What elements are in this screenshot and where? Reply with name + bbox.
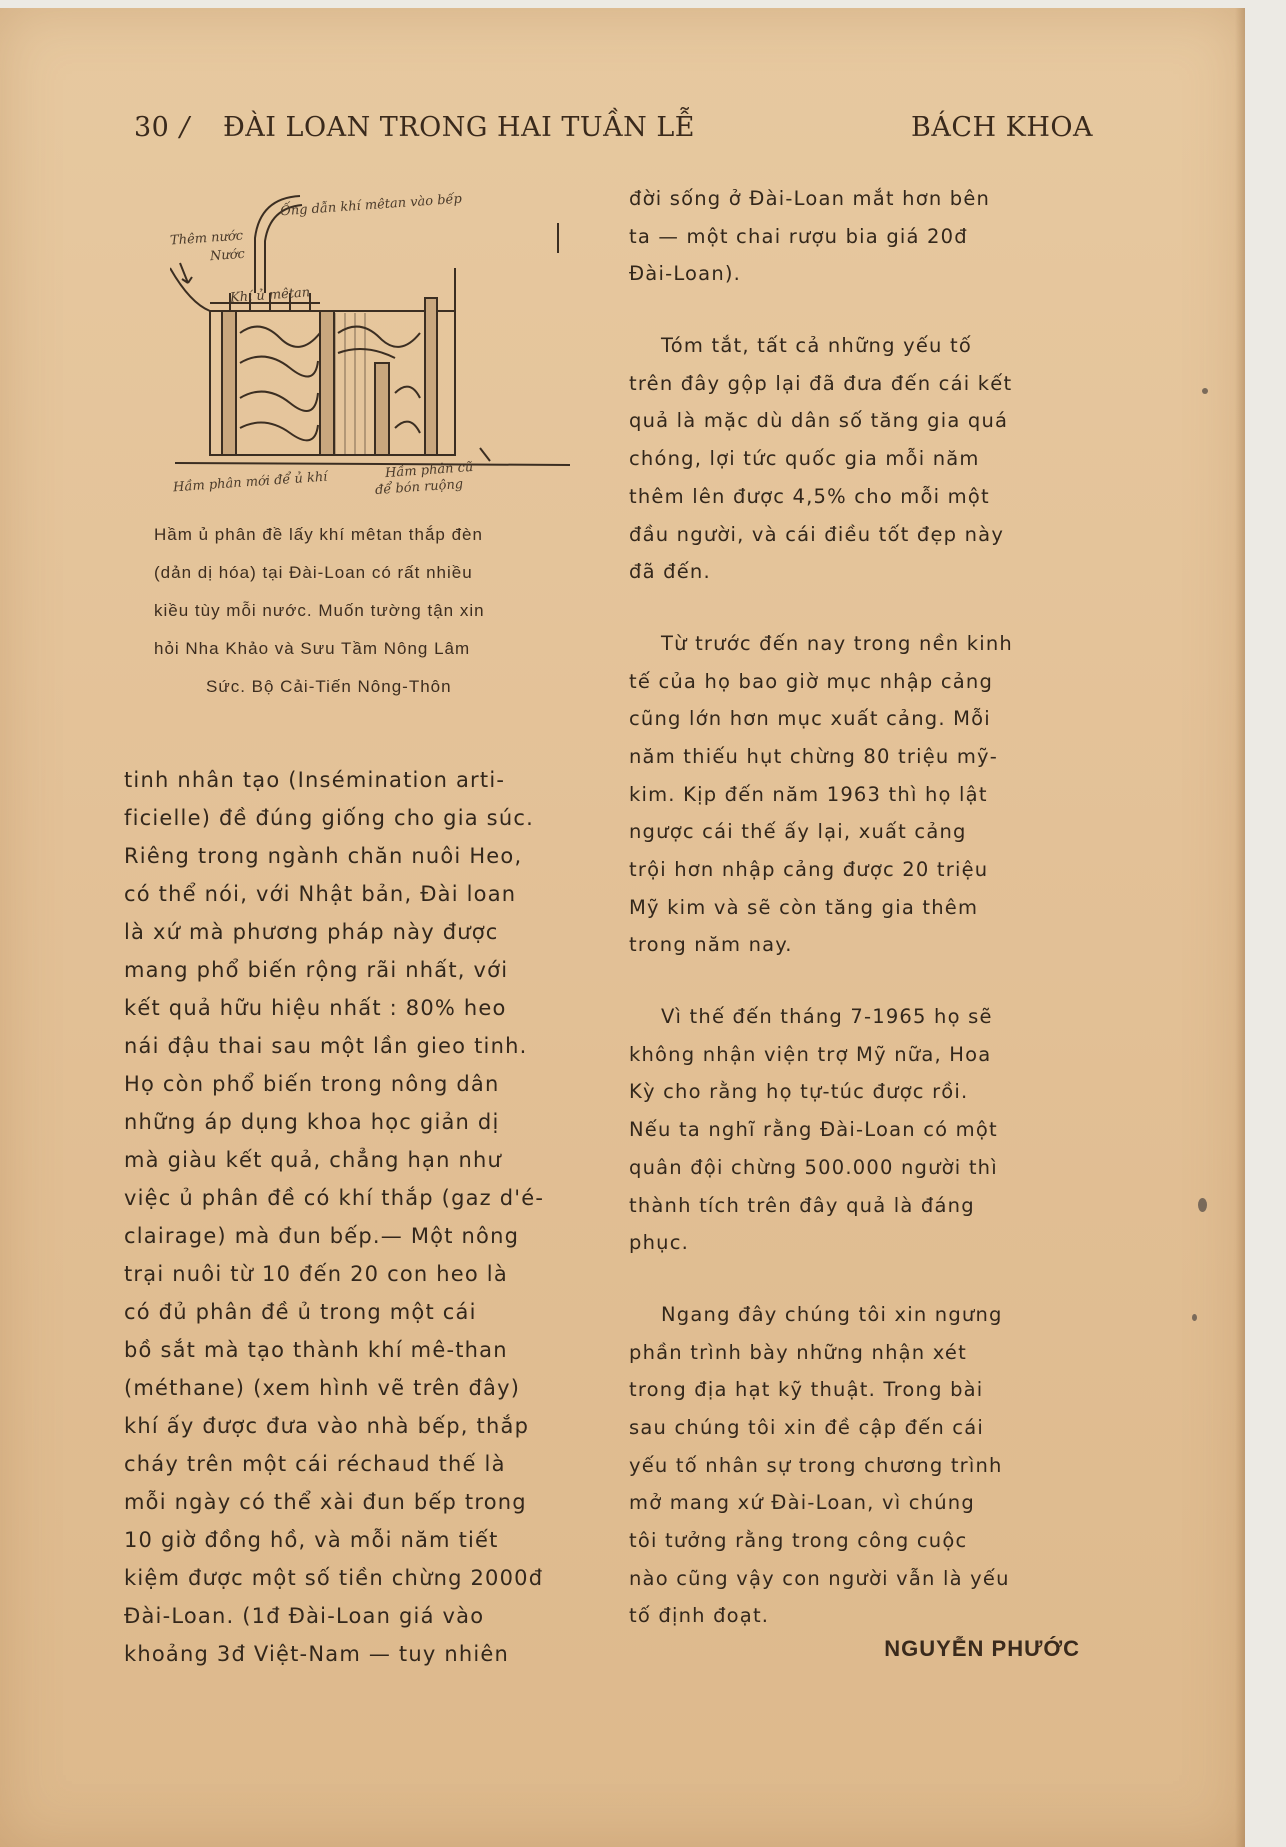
text-line: việc ủ phân đề có khí thắp (gaz d'é- (124, 1186, 545, 1210)
text-line: trong địa hạt kỹ thuật. Trong bài (629, 1378, 984, 1402)
caption-line: kiều tùy mỗi nước. Muốn tường tận xin (154, 601, 485, 620)
text-line: trong năm nay. (629, 933, 793, 957)
text-line: nào cũng vậy con người vẫn là yếu (629, 1566, 1010, 1590)
text-line: Tóm tắt, tất cả những yếu tố (661, 334, 972, 358)
text-line: cũng lớn hơn mục xuất cảng. Mỗi (629, 707, 991, 731)
text-line: không nhận viện trợ Mỹ nữa, Hoa (629, 1042, 992, 1066)
text-line: tinh nhân tạo (Insémination arti- (124, 768, 506, 792)
paragraph (629, 180, 1091, 293)
text-line: Đài-Loan). (629, 262, 742, 286)
article-title: ĐÀI LOAN TRONG HAI TUẦN LỄ (223, 112, 695, 143)
text-line: Ngang đây chúng tôi xin ngưng (661, 1302, 1003, 1326)
text-line: thêm lên được 4,5% cho mỗi một (629, 484, 990, 508)
text-line: tế của họ bao giờ mục nhập cảng (629, 669, 994, 693)
text-line: năm thiếu hụt chừng 80 triệu mỹ- (629, 744, 999, 768)
text-line: có thể nói, với Nhật bản, Đài loan (124, 882, 517, 906)
text-line: sau chúng tôi xin đề cập đến cái (629, 1415, 984, 1439)
text-line: Kỳ cho rằng họ tự-túc được rồi. (629, 1080, 969, 1104)
caption-line: hỏi Nha Khảo và Sưu Tầm Nông Lâm (154, 639, 471, 658)
paper-speck (1198, 1198, 1207, 1212)
text-line: quả là mặc dù dân số tăng gia quá (629, 409, 1009, 433)
header-separator: / (180, 112, 190, 143)
caption-line: Hầm ủ phân đề lấy khí mêtan thắp đèn (154, 525, 483, 544)
left-column (124, 761, 594, 1673)
text-line: tôi tưởng rằng trong công cuộc (629, 1529, 968, 1552)
magazine-name: BÁCH KHOA (911, 112, 1093, 143)
page-number: 30 (134, 112, 170, 143)
text-line: mỗi ngày có thể xài đun bếp trong (124, 1490, 527, 1514)
water-add-label: Thêm nước (169, 228, 244, 249)
text-line: thành tích trên đây quả là đáng (629, 1193, 975, 1217)
text-line: bồ sắt mà tạo thành khí mê-than (124, 1338, 508, 1362)
text-line: Mỹ kim và sẽ còn tăng gia thêm (629, 895, 979, 919)
text-line: cháy trên một cái réchaud thế là (124, 1452, 506, 1476)
text-line: Từ trước đến nay trong nền kinh (661, 631, 1013, 655)
biogas-pit-illustration (170, 193, 590, 503)
text-line: là xứ mà phương pháp này được (124, 920, 499, 944)
text-line: mà giàu kết quả, chẳng hạn như (124, 1148, 502, 1172)
text-line: đã đến. (629, 560, 711, 584)
text-line: ta — một chai rượu bia giá 20đ (629, 224, 968, 248)
right-column (629, 180, 1091, 1635)
text-line: nái đậu thai sau một lần gieo tinh. (124, 1034, 528, 1058)
text-line: kim. Kịp đến năm 1963 thì họ lật (629, 782, 988, 806)
paragraph (629, 327, 1091, 591)
text-line: mở mang xứ Đài-Loan, vì chúng (629, 1491, 975, 1515)
caption-line: (dản dị hóa) tại Đài-Loan có rất nhiều (154, 563, 473, 582)
paper-speck (1192, 1314, 1197, 1321)
paper-speck (1202, 388, 1208, 394)
text-line: chóng, lợi tức quốc gia mỗi năm (629, 447, 980, 471)
text-line: 10 giờ đồng hồ, và mỗi năm tiết (124, 1528, 499, 1552)
text-line: đầu người, và cái điều tốt đẹp này (629, 522, 1005, 546)
text-line: trên đây gộp lại đã đưa đến cái kết (629, 371, 1013, 395)
text-line: Họ còn phổ biến trong nông dân (124, 1072, 500, 1096)
text-line: kiệm được một số tiền chừng 2000đ (124, 1566, 544, 1590)
text-line: trại nuôi từ 10 đến 20 con heo là (124, 1262, 508, 1286)
water-label: Nước (209, 246, 246, 265)
paragraph (629, 998, 1091, 1262)
text-line: Đài-Loan. (1đ Đài-Loan giá vào (124, 1604, 485, 1628)
text-line: khoảng 3đ Việt-Nam — tuy nhiên (124, 1642, 510, 1666)
text-line: clairage) mà đun bếp.— Một nông (124, 1224, 520, 1248)
new-manure-pit-label: Hầm phân mới để ủ khí (172, 469, 328, 496)
text-line: ficielle) đề đúng giống cho gia súc. (124, 806, 534, 830)
text-line: những áp dụng khoa học giản dị (124, 1110, 500, 1134)
text-line: yếu tố nhân sự trong chương trình (629, 1453, 1003, 1477)
text-line: mang phổ biến rộng rãi nhất, với (124, 958, 509, 982)
caption-line: Sức. Bộ Cải-Tiến Nông-Thôn (206, 677, 452, 696)
magazine-page (0, 8, 1245, 1847)
page-header (134, 112, 1093, 152)
text-line: (méthane) (xem hình vẽ trên đây) (124, 1376, 521, 1400)
text-line: trội hơn nhập cảng được 20 triệu (629, 858, 989, 881)
gas-label: Khí ủ mêtan (229, 285, 311, 306)
text-line: quân đội chừng 500.000 người thì (629, 1155, 998, 1179)
text-line: Vì thế đến tháng 7-1965 họ sẽ (661, 1005, 993, 1029)
text-line: ngược cái thế ấy lại, xuất cảng (629, 820, 967, 844)
paragraph (629, 1296, 1091, 1635)
text-line: khí ấy được đưa vào nhà bếp, thắp (124, 1414, 530, 1438)
text-line: phục. (629, 1231, 690, 1255)
figure-caption (154, 516, 592, 706)
old-manure-pit-label: Hầm phân cũ (384, 459, 474, 482)
text-line: tố định đoạt. (629, 1604, 770, 1628)
author-signature: NGUYỄN PHƯỚC (884, 1636, 1080, 1661)
text-line: Nếu ta nghĩ rằng Đài-Loan có một (629, 1118, 998, 1142)
text-line: có đủ phân đề ủ trong một cái (124, 1300, 477, 1324)
paragraph (629, 625, 1091, 964)
text-line: kết quả hữu hiệu nhất : 80% heo (124, 996, 507, 1020)
text-line: Riêng trong ngành chăn nuôi Heo, (124, 844, 523, 868)
pipe-label: Ống dẫn khí mêtan vào bếp (279, 191, 463, 220)
fertilize-label: để bón ruộng (374, 476, 464, 499)
text-line: đời sống ở Đài-Loan mắt hơn bên (629, 187, 991, 210)
text-line: phần trình bày những nhận xét (629, 1340, 967, 1364)
